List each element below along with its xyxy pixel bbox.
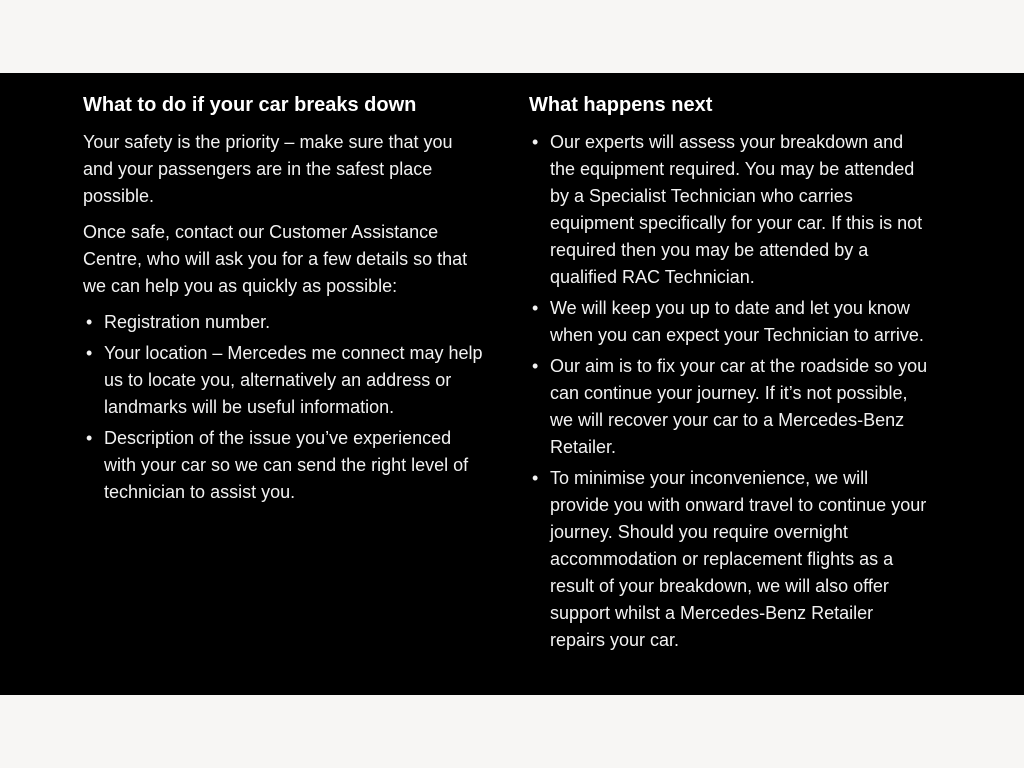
list-item-text: To minimise your inconvenience, we will provide you with onward travel to continue your journey. Should you require overnight accommodation or replacement flights as a result of your breakdown, we will also offer support whilst a Mercedes-Benz Retailer repairs your car. <box>550 468 927 650</box>
what-happens-next-column <box>529 91 929 658</box>
bullet-icon: • <box>532 132 539 152</box>
list-item-text: Our experts will assess your breakdown and the equipment required. You may be attended by a Specialist Technician who carries equipment specifically for your car. If this is not required then you may be attended by a qualified RAC Technician. <box>550 132 923 287</box>
safety-paragraph: Your safety is the priority – make sure that you and your passengers are in the safest place possible. <box>83 132 453 206</box>
list-item-text: Description of the issue you’ve experienced with your car so we can send the right level of technician to assist you. <box>104 428 469 502</box>
list-item <box>83 340 483 421</box>
bullet-icon: • <box>532 356 539 376</box>
list-item-text: Our aim is to fix your car at the roadside so you can continue your journey. If it’s not possible, we will recover your car to a Mercedes-Benz Retailer. <box>550 356 928 457</box>
bullet-icon: • <box>532 298 539 318</box>
next-steps-list <box>529 129 929 654</box>
list-item <box>83 425 483 506</box>
breakdown-heading: What to do if your car breaks down <box>83 94 417 116</box>
info-panel <box>0 73 1024 695</box>
bullet-icon: • <box>86 343 93 363</box>
list-item <box>529 465 929 654</box>
list-item <box>529 129 929 291</box>
bullet-icon: • <box>532 468 539 488</box>
bullet-icon: • <box>86 312 93 332</box>
list-item <box>83 309 483 336</box>
contact-paragraph: Once safe, contact our Customer Assistance Centre, who will ask you for a few details so that we can help you as quickly as possible: <box>83 222 468 296</box>
list-item <box>529 353 929 461</box>
list-item-text: We will keep you up to date and let you know when you can expect your Technician to arrive. <box>550 298 924 345</box>
list-item-text: Registration number. <box>104 312 271 332</box>
list-item-text: Your location – Mercedes me connect may help us to locate you, alternatively an address or landmarks will be useful information. <box>104 343 483 417</box>
next-steps-heading: What happens next <box>529 94 713 116</box>
list-item <box>529 295 929 349</box>
bullet-icon: • <box>86 428 93 448</box>
breakdown-instructions-column <box>83 91 483 510</box>
details-list <box>83 309 483 506</box>
